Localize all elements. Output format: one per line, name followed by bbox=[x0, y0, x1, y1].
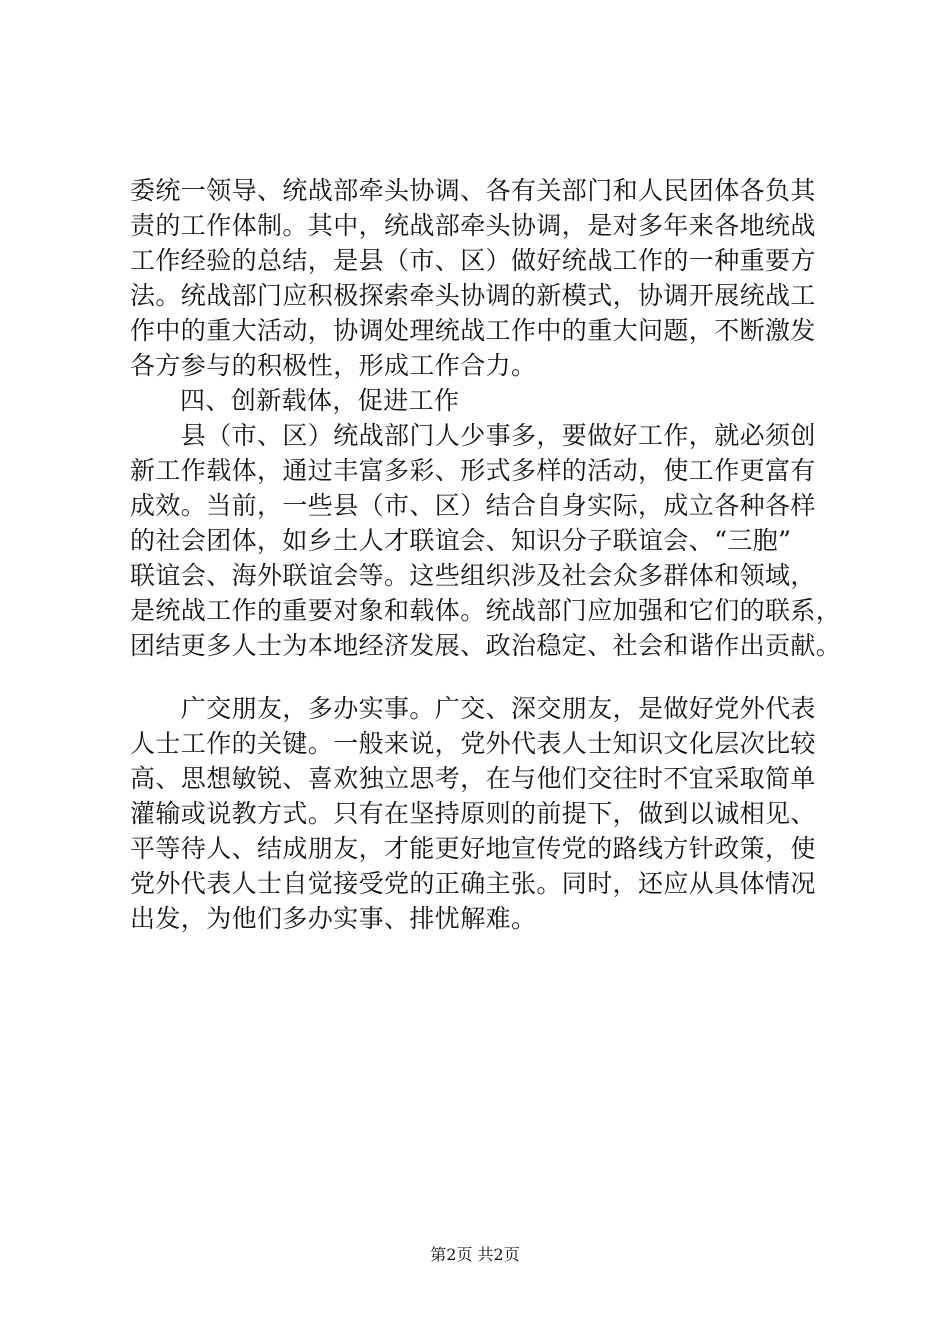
text-line: 法。统战部门应积极探索牵头协调的新模式，协调开展统战工 bbox=[130, 281, 816, 310]
text-line: 灌输或说教方式。只有在坚持原则的前提下，做到以诚相见、 bbox=[130, 799, 816, 828]
text-line: 工作经验的总结，是县（市、区）做好统战工作的一种重要方 bbox=[130, 246, 816, 275]
page-number-footer: 第2页 共2页 bbox=[430, 1245, 520, 1264]
text-line: 作中的重大活动，协调处理统战工作中的重大问题，不断激发 bbox=[130, 316, 816, 345]
text-line: 广交朋友，多办实事。广交、深交朋友，是做好党外代表 bbox=[130, 694, 816, 723]
text-line: 团结更多人士为本地经济发展、政治稳定、社会和谐作出贡献。 bbox=[130, 631, 842, 660]
text-line: 委统一领导、统战部牵头协调、各有关部门和人民团体各负其 bbox=[130, 176, 816, 205]
text-line: 高、思想敏锐、喜欢独立思考，在与他们交往时不宜采取简单 bbox=[130, 764, 816, 793]
text-line: 党外代表人士自觉接受党的正确主张。同时，还应从具体情况 bbox=[130, 869, 816, 898]
text-line: 是统战工作的重要对象和载体。统战部门应加强和它们的联系， bbox=[130, 596, 842, 625]
text-line: 县（市、区）统战部门人少事多，要做好工作，就必须创 bbox=[130, 421, 816, 450]
text-line: 联谊会、海外联谊会等。这些组织涉及社会众多群体和领域， bbox=[130, 561, 816, 590]
text-line: 人士工作的关键。一般来说，党外代表人士知识文化层次比较 bbox=[130, 729, 816, 758]
text-line: 平等待人、结成朋友，才能更好地宣传党的路线方针政策，使 bbox=[130, 834, 816, 863]
text-line: 的社会团体，如乡土人才联谊会、知识分子联谊会、“三胞” bbox=[130, 526, 792, 555]
text-line: 责的工作体制。其中，统战部牵头协调，是对多年来各地统战 bbox=[130, 211, 816, 240]
text-line: 各方参与的积极性，形成工作合力。 bbox=[130, 351, 537, 380]
section-heading: 四、创新载体，促进工作 bbox=[180, 386, 460, 415]
text-line: 成效。当前，一些县（市、区）结合自身实际，成立各种各样 bbox=[130, 491, 816, 520]
text-line: 出发，为他们多办实事、排忧解难。 bbox=[130, 904, 537, 933]
text-line: 新工作载体，通过丰富多彩、形式多样的活动，使工作更富有 bbox=[130, 456, 816, 485]
